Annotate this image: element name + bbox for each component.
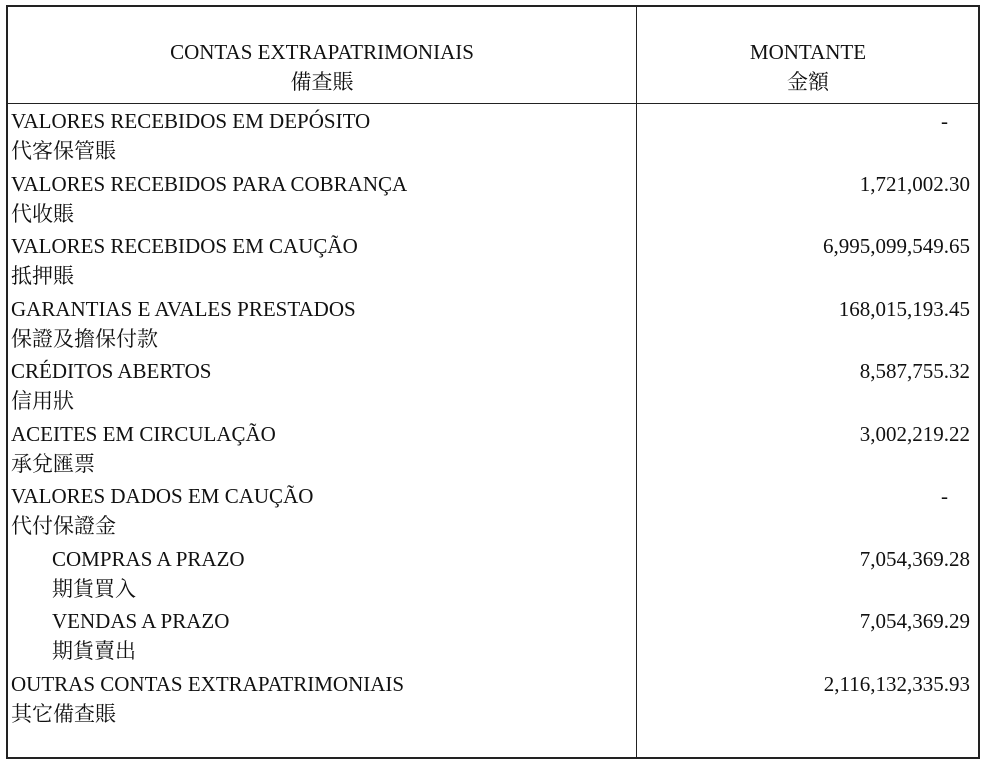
account-amount: - xyxy=(941,484,948,508)
account-amount: 8,587,755.32 xyxy=(859,359,970,383)
header-accounts-pt: CONTAS EXTRAPATRIMONIAIS xyxy=(170,40,474,64)
off-balance-sheet-table xyxy=(6,5,980,759)
header-accounts xyxy=(8,37,636,97)
account-name-zh: 信用狀 xyxy=(11,389,74,413)
account-name-pt: VALORES RECEBIDOS PARA COBRANÇA xyxy=(11,171,408,196)
table-body xyxy=(8,103,978,728)
table-row xyxy=(8,166,978,229)
account-name-pt: VENDAS A PRAZO xyxy=(52,609,230,633)
account-name-zh: 保證及擔保付款 xyxy=(11,326,158,351)
account-name-pt: VALORES RECEBIDOS EM DEPÓSITO xyxy=(11,109,371,133)
account-name-zh: 代付保證金 xyxy=(11,514,116,538)
header-accounts-zh: 備查賬 xyxy=(290,70,354,94)
table-row xyxy=(8,478,978,541)
account-amount: 6,995,099,549.65 xyxy=(823,234,970,258)
account-amount: 7,054,369.28 xyxy=(859,546,970,571)
account-name-zh: 抵押賬 xyxy=(11,264,74,288)
account-amount: 1,721,002.30 xyxy=(859,171,970,196)
account-name-pt: OUTRAS CONTAS EXTRAPATRIMONIAIS xyxy=(11,671,405,696)
table-row xyxy=(8,291,978,354)
account-amount: 168,015,193.45 xyxy=(838,296,970,321)
table-row xyxy=(8,416,978,479)
account-name-zh: 期貨賣出 xyxy=(52,639,136,663)
header-amount xyxy=(636,37,980,97)
account-name-pt: VALORES DADOS EM CAUÇÃO xyxy=(11,484,314,508)
table-row xyxy=(8,353,978,416)
account-amount: 7,054,369.29 xyxy=(859,609,970,633)
account-name-pt: COMPRAS A PRAZO xyxy=(52,546,245,571)
account-name-pt: ACEITES EM CIRCULAÇÃO xyxy=(11,421,276,446)
table-row xyxy=(8,228,978,291)
table-row xyxy=(8,103,978,166)
account-name-zh: 承兌匯票 xyxy=(11,451,95,476)
account-name-pt: VALORES RECEBIDOS EM CAUÇÃO xyxy=(11,234,358,258)
account-amount: 2,116,132,335.93 xyxy=(823,671,970,696)
account-name-zh: 代收賬 xyxy=(11,201,74,226)
account-name-pt: GARANTIAS E AVALES PRESTADOS xyxy=(11,296,356,321)
header-amount-zh: 金額 xyxy=(787,70,829,94)
account-name-zh: 其它備查賬 xyxy=(11,701,116,726)
account-name-zh: 期貨買入 xyxy=(52,576,136,601)
table-row xyxy=(8,603,978,666)
account-amount: - xyxy=(941,109,948,133)
account-name-pt: CRÉDITOS ABERTOS xyxy=(11,359,212,383)
account-name-zh: 代客保管賬 xyxy=(11,139,116,163)
table-row xyxy=(8,666,978,729)
table-row xyxy=(8,541,978,604)
account-amount: 3,002,219.22 xyxy=(859,421,970,446)
header-amount-pt: MONTANTE xyxy=(749,40,867,64)
